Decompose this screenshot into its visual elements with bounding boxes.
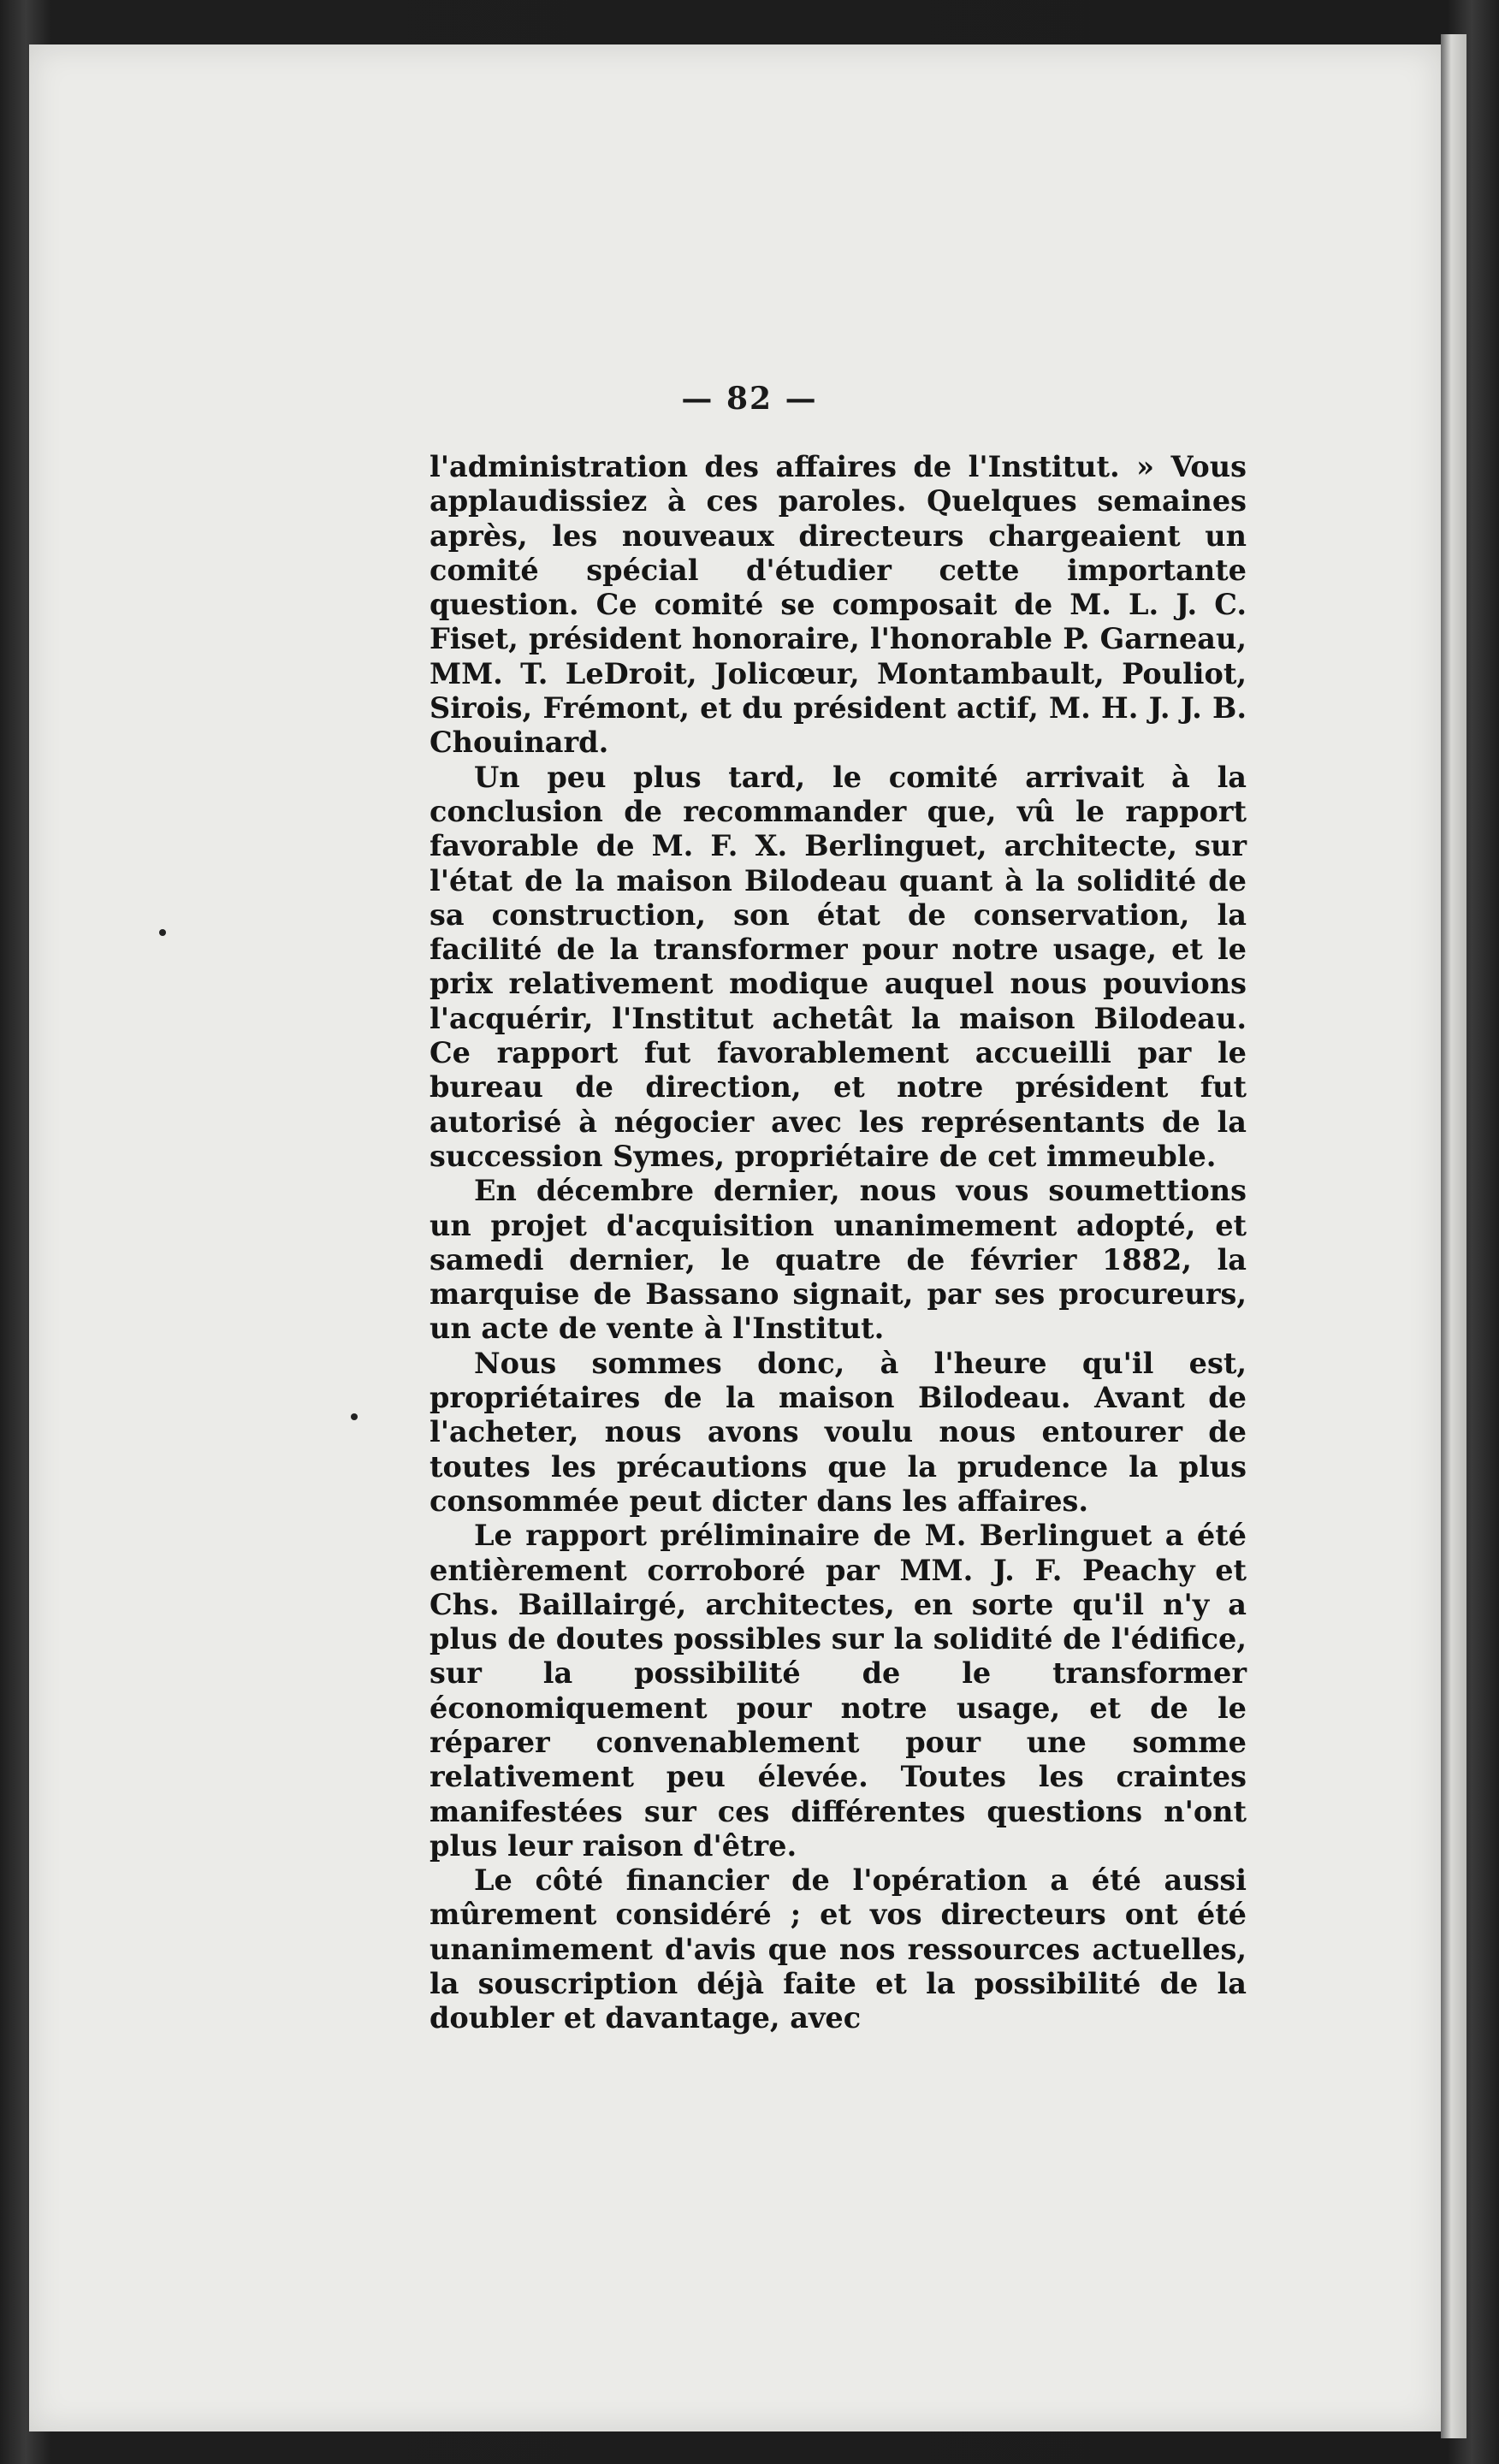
- paragraph: Le rapport préliminaire de M. Berlinguet a été entièrement corroboré par MM. J. F. Peachy et Chs. Baillairgé, architectes, en sorte qu'il n'y a plus de doutes possibles sur la solidité de l'édifice, sur la possibilité de le transformer économiquement pour notre usage, et de le réparer convenablement pour une somme relativement peu élevée. Toutes les craintes manifestées sur ces différentes questions n'ont plus leur raison d'être.: [430, 1519, 1247, 1863]
- paragraph: En décembre dernier, nous vous soumettions un projet d'acquisition unanimement adopté, et samedi dernier, le quatre de février 1882, la marquise de Bassano signait, par ses procureurs, un acte de vente à l'Institut.: [430, 1174, 1247, 1346]
- paragraph: l'administration des affaires de l'Institut. » Vous applaudissiez à ces paroles. Quelques semaines après, les nouveaux directeurs chargeaient un comité spécial d'étudier cette importante question. Ce comité se composait de M. L. J. C. Fiset, président honoraire, l'honorable P. Garneau, MM. T. LeDroit, Jolicœur, Montambault, Pouliot, Sirois, Frémont, et du président actif, M. H. J. J. B. Chouinard.: [430, 450, 1247, 760]
- ink-speck: [159, 929, 166, 936]
- paragraph: Le côté financier de l'opération a été aussi mûrement considéré ; et vos directeurs ont été unanimement d'avis que nos ressources actuelles, la souscription déjà faite et la possibilité de la doubler et davantage, avec: [430, 1863, 1247, 2035]
- paragraph: Nous sommes donc, à l'heure qu'il est, propriétaires de la maison Bilodeau. Avant de l'acheter, nous avons voulu nous entourer de toutes les précautions que la prudence la plus consommée peut dicter dans les affaires.: [430, 1346, 1247, 1518]
- ink-speck: [351, 1413, 358, 1420]
- body-text: [430, 450, 1247, 2036]
- paragraph: Un peu plus tard, le comité arrivait à la conclusion de recommander que, vû le rapport favorable de M. F. X. Berlinguet, architecte, sur l'état de la maison Bilodeau quant à la solidité de sa construction, son état de conservation, la facilité de la transformer pour notre usage, et le prix relativement modique auquel nous pouvions l'acquérir, l'Institut achetât la maison Bilodeau. Ce rapport fut favorablement accueilli par le bureau de direction, et notre président fut autorisé à négocier avec les représentants de la succession Symes, propriétaire de cet immeuble.: [430, 760, 1247, 1173]
- page-number: — 82 —: [681, 381, 818, 417]
